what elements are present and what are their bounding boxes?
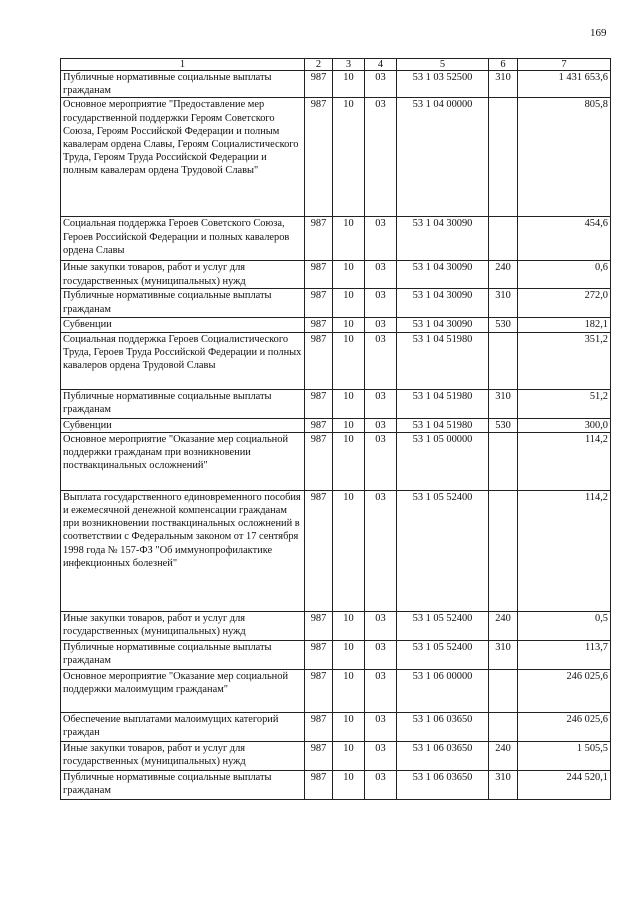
row-pr-cell: 03 <box>365 389 397 418</box>
row-sum-cell: 246 025,6 <box>518 712 611 741</box>
row-name-cell: Публичные нормативные социальные выплаты гражданам <box>61 289 305 318</box>
row-pr-cell: 03 <box>365 98 397 217</box>
row-vr-cell: 530 <box>489 318 518 332</box>
row-ved-cell: 987 <box>305 640 333 669</box>
row-ved-cell: 987 <box>305 432 333 490</box>
row-csr-cell: 53 1 05 52400 <box>397 611 489 640</box>
row-rz-cell: 10 <box>333 611 365 640</box>
row-name-cell: Публичные нормативные социальные выплаты гражданам <box>61 71 305 98</box>
row-csr-cell: 53 1 04 51980 <box>397 389 489 418</box>
table-row <box>61 611 611 640</box>
row-ved-cell: 987 <box>305 318 333 332</box>
column-header: 6 <box>489 59 518 71</box>
row-sum-cell: 1 505,5 <box>518 741 611 770</box>
row-rz-cell: 10 <box>333 432 365 490</box>
row-pr-cell: 03 <box>365 71 397 98</box>
table-row <box>61 98 611 217</box>
row-name-cell: Социальная поддержка Героев Советского Союза, Героев Российской Федерации и полных кавалеров ордена Славы <box>61 217 305 261</box>
row-csr-cell: 53 1 06 00000 <box>397 669 489 712</box>
table-row <box>61 490 611 611</box>
row-csr-cell: 53 1 03 52500 <box>397 71 489 98</box>
row-name-cell: Субвенции <box>61 318 305 332</box>
table-header-row <box>61 59 611 71</box>
row-name-cell: Основное мероприятие "Предоставление мер государственной поддержки Героям Советского Союза, Героям Российской Федерации и полным кавалерам ордена Славы, Героям Социалистического Труда, Героям Труда Российской Федерации и полным кавалерам ордена Трудовой Славы" <box>61 98 305 217</box>
row-vr-cell: 310 <box>489 71 518 98</box>
row-rz-cell: 10 <box>333 98 365 217</box>
column-header: 7 <box>518 59 611 71</box>
row-pr-cell: 03 <box>365 490 397 611</box>
row-vr-cell <box>489 217 518 261</box>
row-name-cell: Публичные нормативные социальные выплаты гражданам <box>61 389 305 418</box>
row-csr-cell: 53 1 06 03650 <box>397 770 489 799</box>
row-csr-cell: 53 1 05 52400 <box>397 490 489 611</box>
row-rz-cell: 10 <box>333 490 365 611</box>
page-number: 169 <box>590 27 607 39</box>
row-sum-cell: 1 431 653,6 <box>518 71 611 98</box>
row-vr-cell: 240 <box>489 261 518 289</box>
table-row <box>61 71 611 98</box>
row-name-cell: Субвенции <box>61 418 305 432</box>
row-name-cell: Социальная поддержка Героев Социалистического Труда, Героев Труда Российской Федерации и полных кавалеров ордена Трудовой Славы <box>61 332 305 389</box>
row-rz-cell: 10 <box>333 71 365 98</box>
row-sum-cell: 244 520,1 <box>518 770 611 799</box>
row-ved-cell: 987 <box>305 490 333 611</box>
row-vr-cell: 240 <box>489 741 518 770</box>
row-sum-cell: 351,2 <box>518 332 611 389</box>
row-sum-cell: 51,2 <box>518 389 611 418</box>
row-vr-cell <box>489 669 518 712</box>
row-pr-cell: 03 <box>365 261 397 289</box>
row-ved-cell: 987 <box>305 669 333 712</box>
row-sum-cell: 300,0 <box>518 418 611 432</box>
row-sum-cell: 805,8 <box>518 98 611 217</box>
table-row <box>61 669 611 712</box>
row-ved-cell: 987 <box>305 98 333 217</box>
row-rz-cell: 10 <box>333 418 365 432</box>
row-ved-cell: 987 <box>305 217 333 261</box>
row-rz-cell: 10 <box>333 389 365 418</box>
row-vr-cell: 240 <box>489 611 518 640</box>
row-rz-cell: 10 <box>333 741 365 770</box>
row-rz-cell: 10 <box>333 712 365 741</box>
row-name-cell: Иные закупки товаров, работ и услуг для государственных (муниципальных) нужд <box>61 611 305 640</box>
row-csr-cell: 53 1 04 51980 <box>397 332 489 389</box>
row-name-cell: Иные закупки товаров, работ и услуг для государственных (муниципальных) нужд <box>61 261 305 289</box>
budget-table <box>60 58 611 800</box>
row-rz-cell: 10 <box>333 318 365 332</box>
table-row <box>61 418 611 432</box>
row-sum-cell: 0,5 <box>518 611 611 640</box>
row-ved-cell: 987 <box>305 770 333 799</box>
row-vr-cell <box>489 98 518 217</box>
row-sum-cell: 272,0 <box>518 289 611 318</box>
table-row <box>61 389 611 418</box>
table-row <box>61 261 611 289</box>
column-header: 2 <box>305 59 333 71</box>
row-csr-cell: 53 1 05 00000 <box>397 432 489 490</box>
row-pr-cell: 03 <box>365 611 397 640</box>
row-ved-cell: 987 <box>305 712 333 741</box>
row-ved-cell: 987 <box>305 332 333 389</box>
row-pr-cell: 03 <box>365 669 397 712</box>
row-vr-cell: 530 <box>489 418 518 432</box>
row-vr-cell <box>489 712 518 741</box>
row-name-cell: Основное мероприятие "Оказание мер социальной поддержки малоимущим гражданам" <box>61 669 305 712</box>
row-rz-cell: 10 <box>333 669 365 712</box>
row-pr-cell: 03 <box>365 318 397 332</box>
row-ved-cell: 987 <box>305 71 333 98</box>
row-ved-cell: 987 <box>305 261 333 289</box>
row-name-cell: Обеспечение выплатами малоимущих категорий граждан <box>61 712 305 741</box>
row-csr-cell: 53 1 04 30090 <box>397 318 489 332</box>
row-rz-cell: 10 <box>333 640 365 669</box>
row-rz-cell: 10 <box>333 770 365 799</box>
row-rz-cell: 10 <box>333 332 365 389</box>
column-header: 3 <box>333 59 365 71</box>
table-row <box>61 289 611 318</box>
row-ved-cell: 987 <box>305 418 333 432</box>
row-csr-cell: 53 1 06 03650 <box>397 712 489 741</box>
row-rz-cell: 10 <box>333 217 365 261</box>
row-csr-cell: 53 1 05 52400 <box>397 640 489 669</box>
table-row <box>61 741 611 770</box>
row-name-cell: Иные закупки товаров, работ и услуг для государственных (муниципальных) нужд <box>61 741 305 770</box>
column-header: 4 <box>365 59 397 71</box>
row-csr-cell: 53 1 04 30090 <box>397 217 489 261</box>
row-sum-cell: 114,2 <box>518 432 611 490</box>
row-rz-cell: 10 <box>333 261 365 289</box>
table-row <box>61 712 611 741</box>
row-pr-cell: 03 <box>365 640 397 669</box>
row-sum-cell: 0,6 <box>518 261 611 289</box>
row-pr-cell: 03 <box>365 712 397 741</box>
table-row <box>61 217 611 261</box>
column-header: 1 <box>61 59 305 71</box>
row-ved-cell: 987 <box>305 611 333 640</box>
row-vr-cell: 310 <box>489 770 518 799</box>
row-sum-cell: 114,2 <box>518 490 611 611</box>
row-csr-cell: 53 1 04 51980 <box>397 418 489 432</box>
row-sum-cell: 454,6 <box>518 217 611 261</box>
row-vr-cell <box>489 490 518 611</box>
table-row <box>61 332 611 389</box>
row-csr-cell: 53 1 04 30090 <box>397 289 489 318</box>
row-name-cell: Основное мероприятие "Оказание мер социальной поддержки гражданам при возникновении поствакцинальных осложнений" <box>61 432 305 490</box>
table-row <box>61 432 611 490</box>
row-csr-cell: 53 1 04 30090 <box>397 261 489 289</box>
row-vr-cell <box>489 432 518 490</box>
row-sum-cell: 182,1 <box>518 318 611 332</box>
row-pr-cell: 03 <box>365 418 397 432</box>
row-pr-cell: 03 <box>365 289 397 318</box>
row-vr-cell: 310 <box>489 289 518 318</box>
row-name-cell: Публичные нормативные социальные выплаты гражданам <box>61 770 305 799</box>
row-pr-cell: 03 <box>365 217 397 261</box>
row-vr-cell: 310 <box>489 640 518 669</box>
row-vr-cell <box>489 332 518 389</box>
row-ved-cell: 987 <box>305 389 333 418</box>
row-ved-cell: 987 <box>305 289 333 318</box>
row-pr-cell: 03 <box>365 770 397 799</box>
row-csr-cell: 53 1 06 03650 <box>397 741 489 770</box>
table-row <box>61 770 611 799</box>
row-name-cell: Выплата государственного единовременного пособия и ежемесячной денежной компенсации гражданам при возникновении поствакцинальных осложнений в соответствии с Федеральным законом от 17 сентября 1998 года № 157-ФЗ "Об иммунопрофилактике инфекционных болезней" <box>61 490 305 611</box>
row-name-cell: Публичные нормативные социальные выплаты гражданам <box>61 640 305 669</box>
table-row <box>61 318 611 332</box>
row-ved-cell: 987 <box>305 741 333 770</box>
row-sum-cell: 113,7 <box>518 640 611 669</box>
row-csr-cell: 53 1 04 00000 <box>397 98 489 217</box>
table-row <box>61 640 611 669</box>
row-sum-cell: 246 025,6 <box>518 669 611 712</box>
row-pr-cell: 03 <box>365 741 397 770</box>
row-pr-cell: 03 <box>365 332 397 389</box>
row-rz-cell: 10 <box>333 289 365 318</box>
table-body <box>61 71 611 800</box>
column-header: 5 <box>397 59 489 71</box>
row-vr-cell: 310 <box>489 389 518 418</box>
row-pr-cell: 03 <box>365 432 397 490</box>
